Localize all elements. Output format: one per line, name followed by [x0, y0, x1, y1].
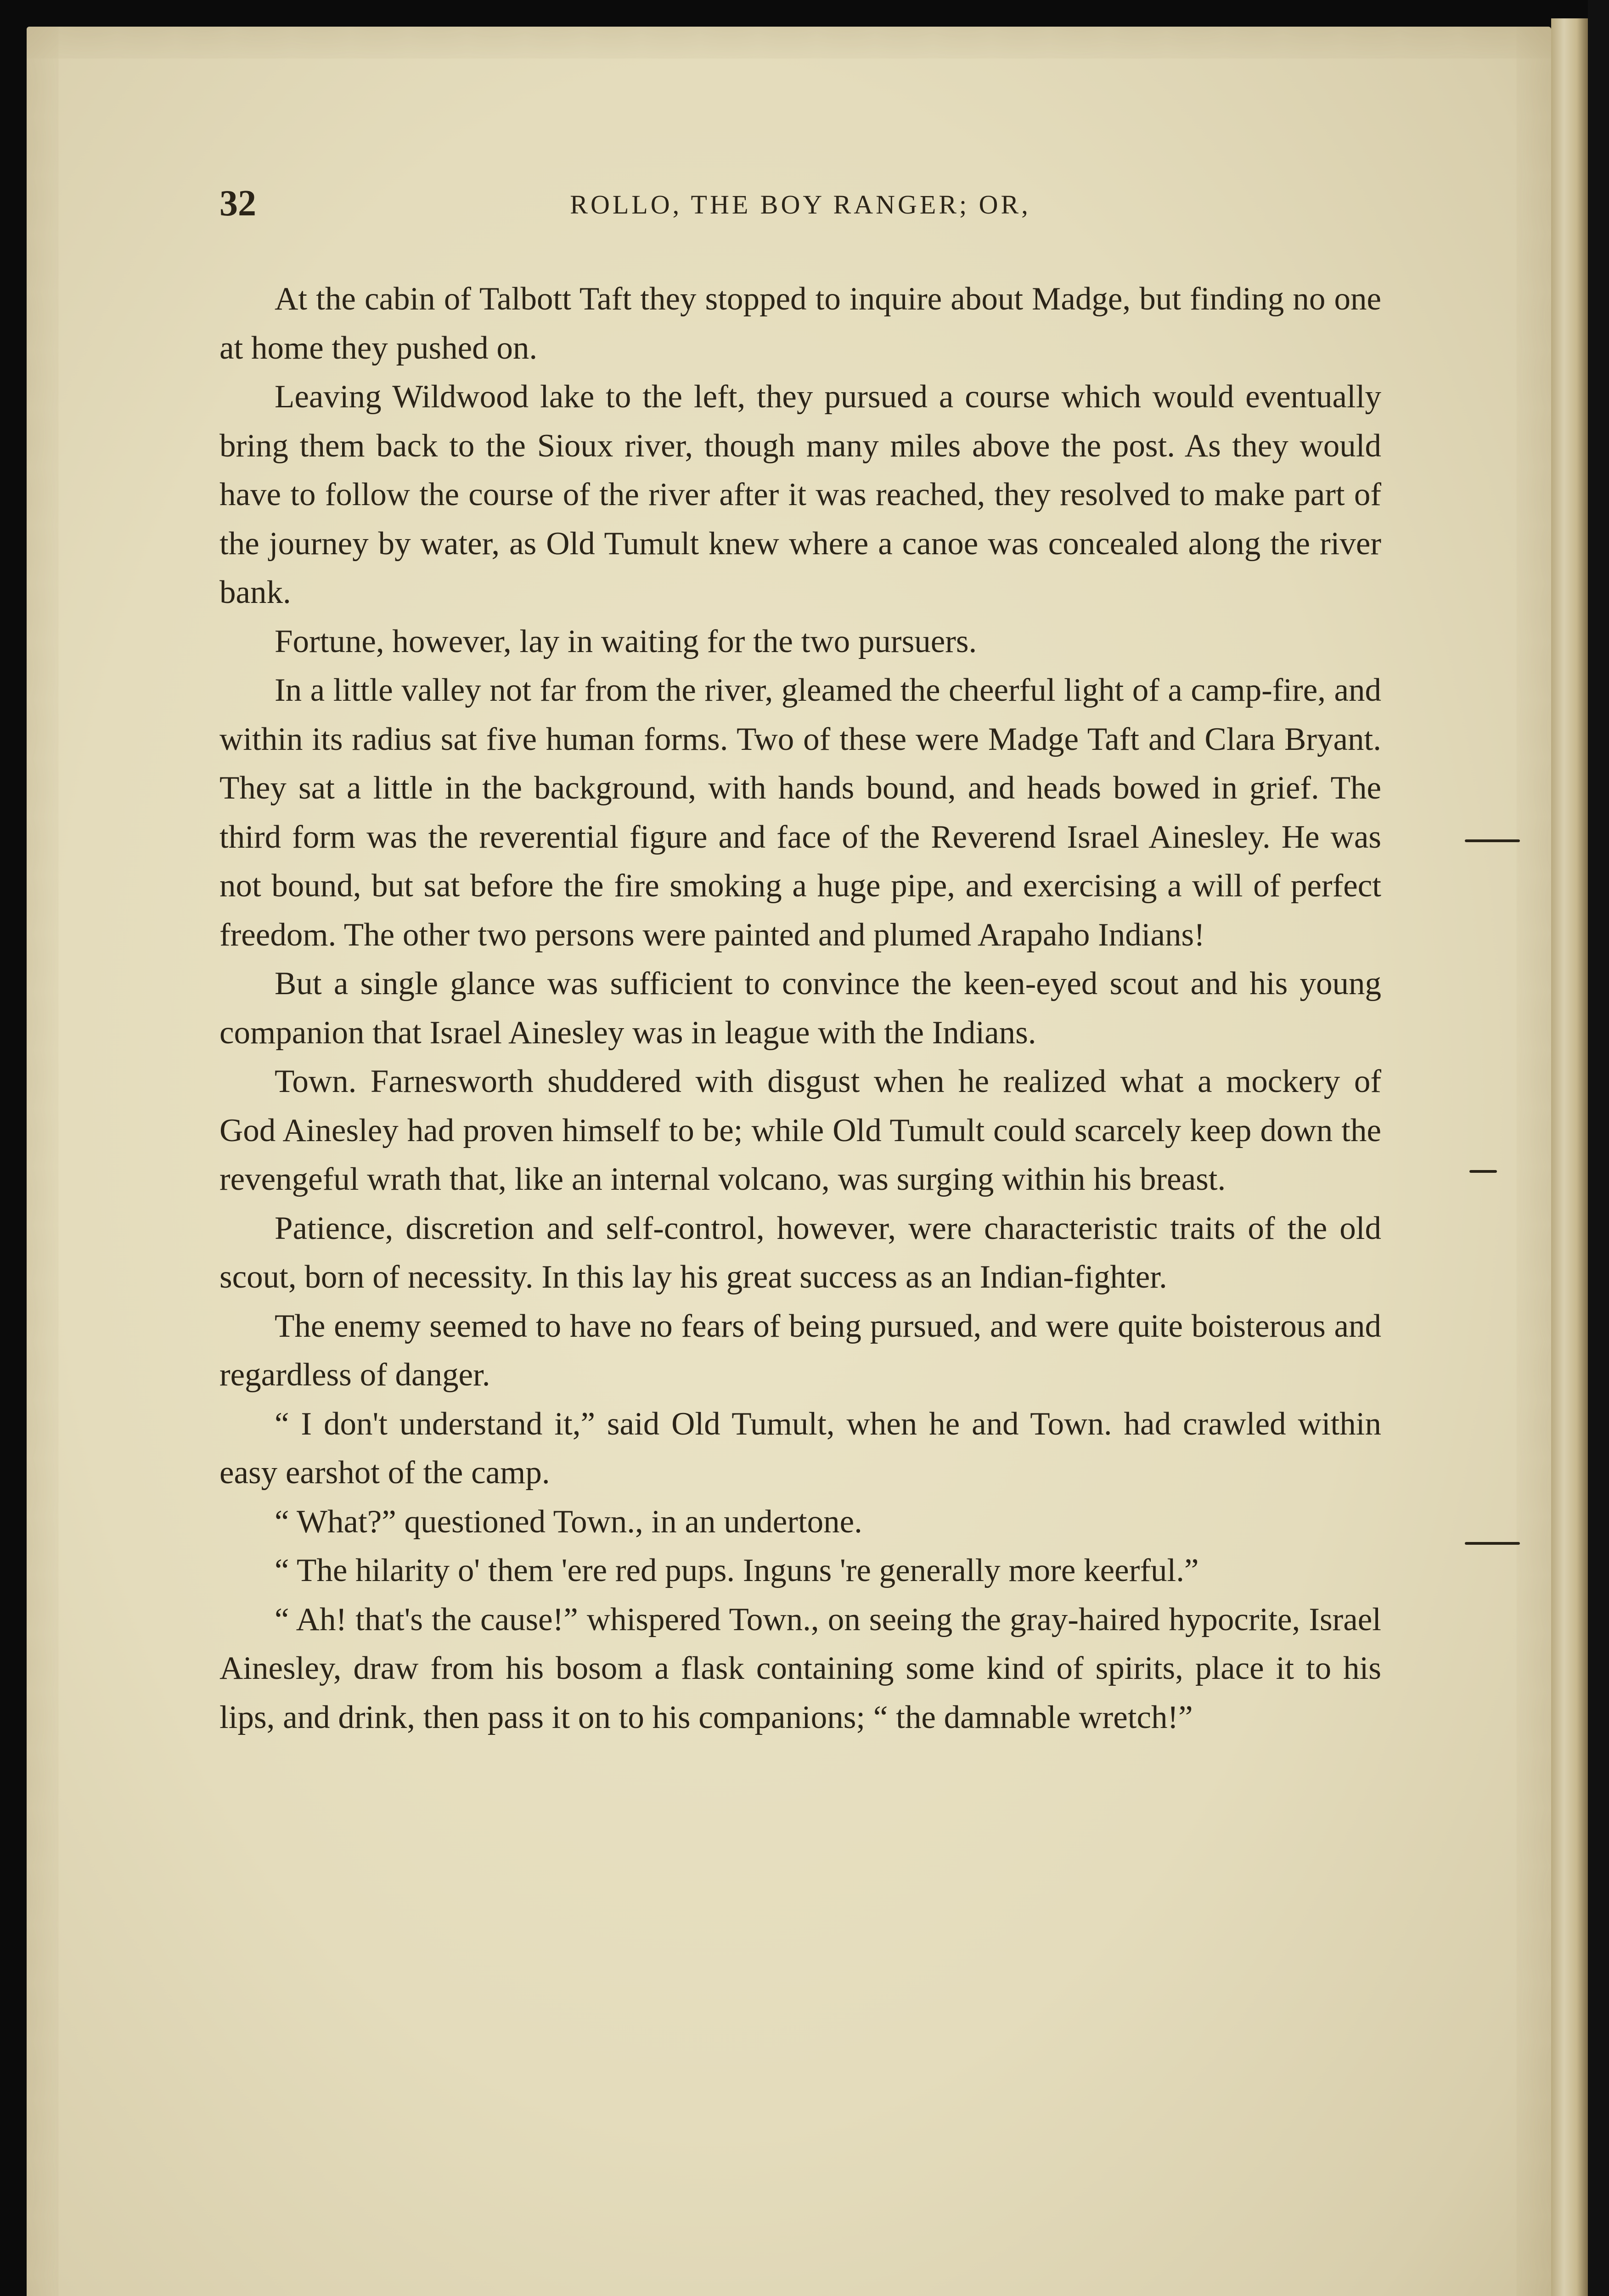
running-head: ROLLO, THE BOY RANGER; OR, [570, 190, 1031, 219]
margin-ink-mark [1465, 1542, 1520, 1545]
page-header [219, 183, 1381, 224]
margin-ink-mark [1469, 1170, 1497, 1173]
paragraph: Patience, discretion and self-control, however, were characteristic traits of the old scout, born of necessity. In this lay his great success as an Indian-fighter. [219, 1210, 1381, 1295]
paragraph: At the cabin of Talbott Taft they stopped to inquire about Madge, but finding no one at home they pushed on. [219, 281, 1381, 366]
paragraph: Leaving Wildwood lake to the left, they pursued a course which would eventually bring them back to the Sioux river, though many miles above the post. As they would have to follow the course of the river after it was reached, they resolved to make part of the journey by water, as Old Tumult knew where a canoe was concealed along the river bank. [219, 379, 1381, 610]
page-number: 32 [219, 183, 256, 224]
paragraph: But a single glance was sufficient to convince the keen-eyed scout and his young companion that Israel Ainesley was in league with the Indians. [219, 966, 1381, 1051]
paragraph: “ The hilarity o' them 'ere red pups. Inguns 're generally more keerful.” [275, 1553, 1199, 1588]
paragraph: “ Ah! that's the cause!” whispered Town., on seeing the gray-haired hypocrite, Israel Ainesley, draw from his bosom a flask containing some kind of spirits, place it to his lips, and drink, then pass it on to his companions; “ the damnable wretch!” [219, 1601, 1381, 1735]
paragraph: The enemy seemed to have no fears of being pursued, and were quite boisterous and regardless of danger. [219, 1308, 1381, 1393]
paragraph: “ I don't understand it,” said Old Tumult, when he and Town. had crawled within easy earshot of the camp. [219, 1406, 1381, 1491]
paragraph: Town. Farnesworth shuddered with disgust when he realized what a mockery of God Ainesley had proven himself to be; while Old Tumult could scarcely keep down the revengeful wrath that, like an internal volcano, was surging within his breast. [219, 1064, 1381, 1197]
paragraph: “ What?” questioned Town., in an undertone. [275, 1503, 862, 1540]
page-edge [1551, 18, 1588, 2296]
binding-shadow [1588, 0, 1609, 2296]
margin-ink-mark [1465, 839, 1520, 842]
paragraph: In a little valley not far from the river, gleamed the cheerful light of a camp-fire, and within its radius sat five human forms. Two of these were Madge Taft and Clara Bryant. They sat a little in the background, with hands bound, and heads bowed in grief. The third form was the reverential figure and face of the Reverend Israel Ainesley. He was not bound, but sat before the fire smoking a huge pipe, and exercising a will of perfect freedom. The other two persons were painted and plumed Arapaho Indians! [219, 672, 1381, 953]
body-text [219, 275, 1381, 1742]
paragraph: Fortune, however, lay in waiting for the two pursuers. [275, 623, 977, 659]
